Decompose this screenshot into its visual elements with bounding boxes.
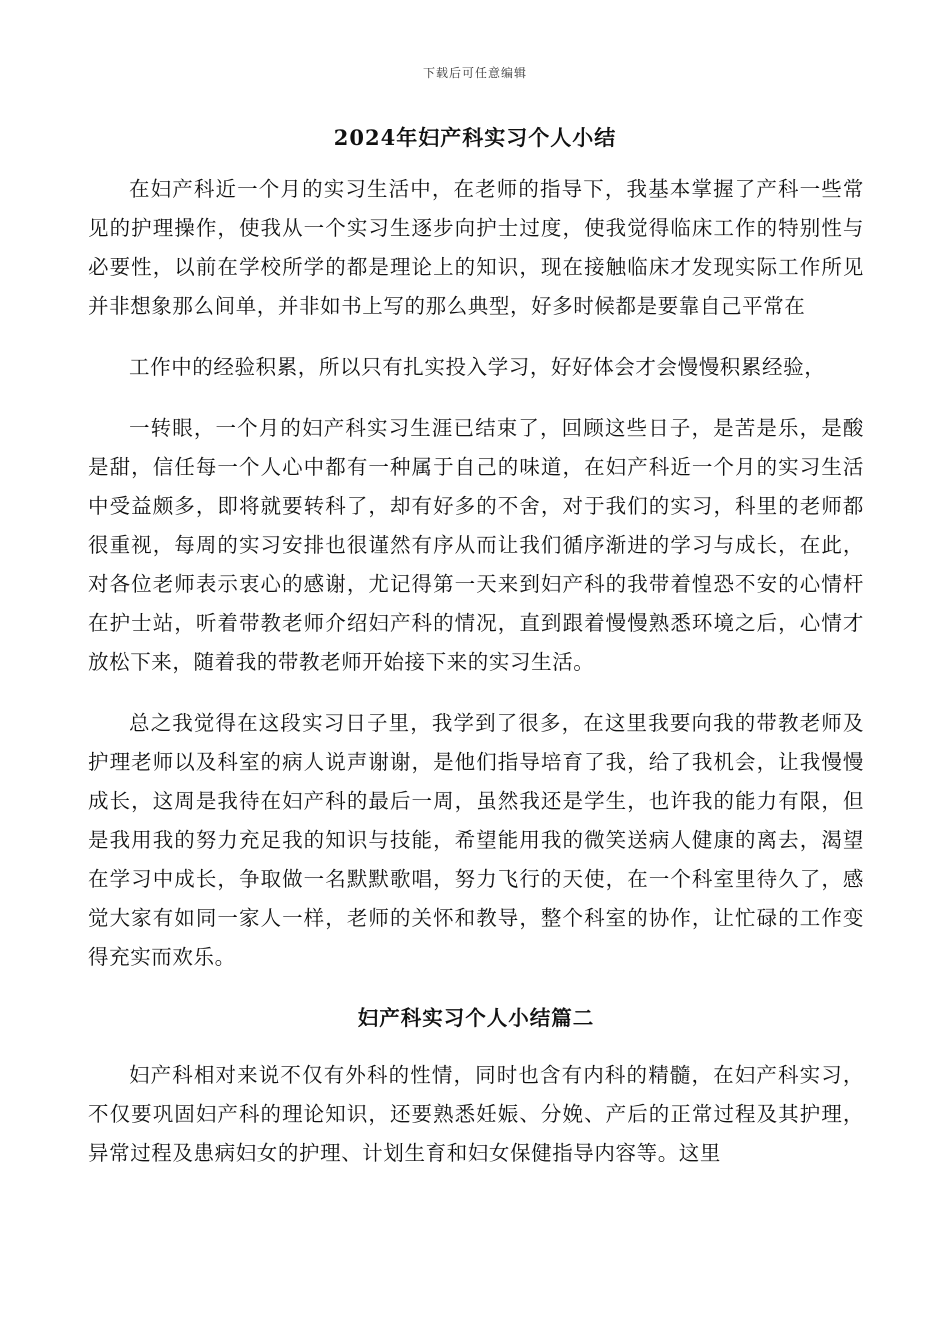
header-note: 下载后可任意编辑	[422, 66, 527, 80]
paragraph: 工作中的经验积累，所以只有扎实投入学习，好好体会才会慢慢积累经验，	[129, 355, 826, 379]
paragraph: 总之我觉得在这段实习日子里，我学到了很多，在这里我要向我的带教老师及护理老师以及科室的病人说声谢谢，是他们指导培育了我，给了我机会，让我慢慢成长，这周是我待在妇产科的最后一周，虽然我还是学生，也许我的能力有限，但是我用我的努力充足我的知识与技能，希望能用我的微笑送病人健康的离去，渴望在学习中成长，争取做一名默默歌唱，努力飞行的天使，在一个科室里待久了，感觉大家有如同一家人一样，老师的关怀和教导，整个科室的协作，让忙碌的工作变得充实而欢乐。	[88, 711, 864, 969]
document-title: 2024年妇产科实习个人小结	[333, 125, 617, 150]
section-title: 妇产科实习个人小结篇二	[357, 1006, 595, 1030]
document-body	[88, 170, 864, 1195]
paragraph: 一转眼，一个月的妇产科实习生涯已结束了，回顾这些日子，是苦是乐，是酸是甜，信任每一个人心中都有一种属于自己的味道，在妇产科近一个月的实习生活中受益颇多，即将就要转科了，却有好多的不舍，对于我们的实习，科里的老师都很重视，每周的实习安排也很谨然有序从而让我们循序渐进的学习与成长，在此，对各位老师表示衷心的感谢，尤记得第一天来到妇产科的我带着惶恐不安的心情杆在护士站，听着带教老师介绍妇产科的情况，直到跟着慢慢熟悉环境之后，心情才放松下来，随着我的带教老师开始接下来的实习生活。	[88, 416, 864, 674]
paragraph: 在妇产科近一个月的实习生活中，在老师的指导下，我基本掌握了产科一些常见的护理操作，使我从一个实习生逐步向护士过度，使我觉得临床工作的特别性与必要性，以前在学校所学的都是理论上的知识，现在接触临床才发现实际工作所见并非想象那么间单，并非如书上写的那么典型，好多时候都是要靠自己平常在	[88, 177, 864, 318]
paragraph: 妇产科相对来说不仅有外科的性情，同时也含有内科的精髓，在妇产科实习，不仅要巩固妇产科的理论知识，还要熟悉妊娠、分娩、产后的正常过程及其护理，异常过程及患病妇女的护理、计划生育和妇女保健指导内容等。这里	[88, 1063, 864, 1165]
